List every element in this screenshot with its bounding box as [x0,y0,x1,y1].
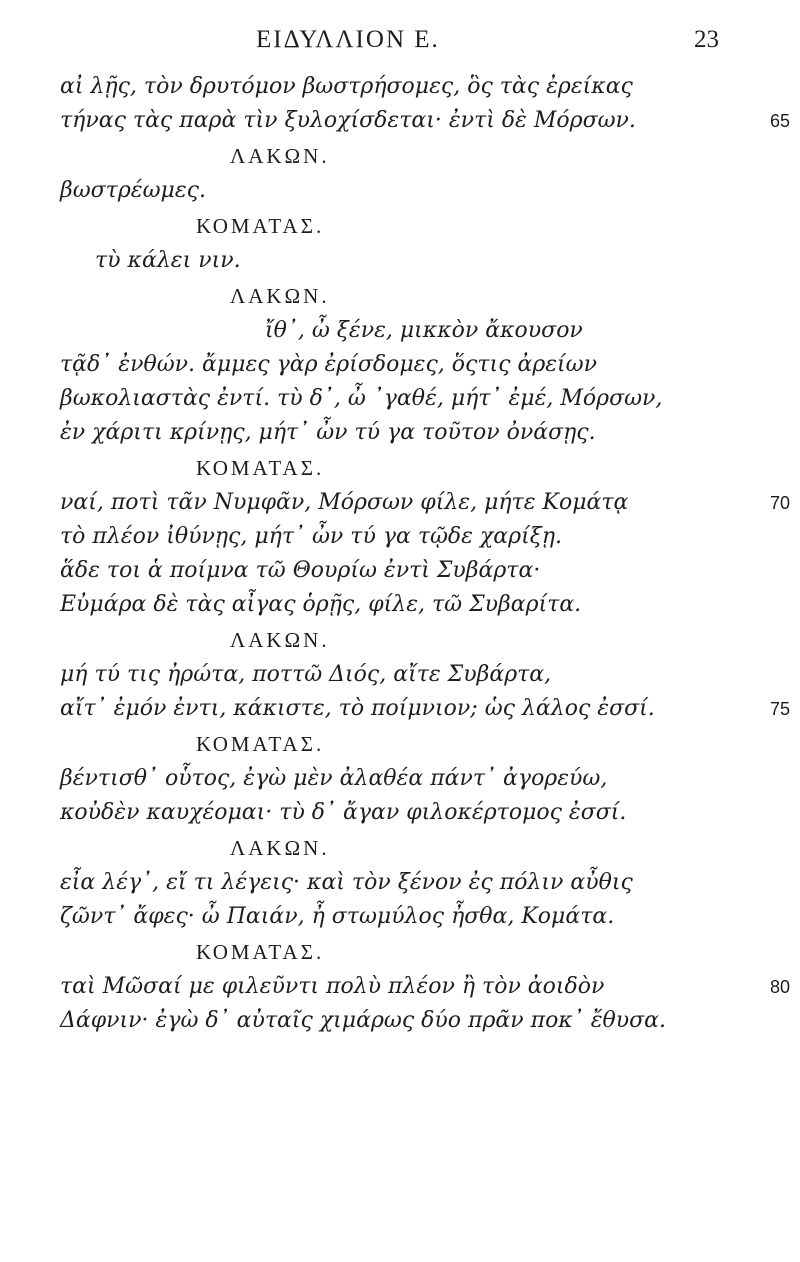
line-number: 65 [769,111,790,131]
speaker-name: ΛΑΚΩΝ. [230,628,330,652]
verse-line [20,244,760,278]
line-number: 80 [769,977,790,997]
verse-line [20,174,760,208]
verse-line [20,762,760,796]
verse-text: αἰ λῇς, τὸν δρυτόμον βωστρήσομες, ὃς τὰς ἐρείκας [60,74,633,99]
line-number: 75 [769,699,790,719]
verse-text: βωστρέωμες. [60,178,206,203]
verse-text: ναί, ποτὶ τᾶν Νυμφᾶν, Μόρσων φίλε, μήτε Κομάτᾳ [60,490,629,515]
verse-text: ταὶ Μῶσαί με φιλεῦντι πολὺ πλέον ἢ τὸν ἀοιδὸν [60,974,605,999]
verse-line [20,692,790,726]
verse-line [20,1004,760,1038]
verse-line [20,970,790,1004]
speaker-heading [20,208,760,244]
verse-line [20,70,760,104]
speaker-heading [20,278,760,314]
verse-text: τᾷδ᾽ ἐνθών. ἄμμες γὰρ ἐρίσδομες, ὅςτις ἀρείων [60,352,597,377]
verse-line [20,348,760,382]
verse-line [20,416,760,450]
verse-text: τὸ πλέον ἰθύνῃς, μήτ᾽ ὦν τύ γα τῷδε χαρίξῃ. [60,524,563,549]
verse-text: μή τύ τις ἠρώτα, ποττῶ Διός, αἴτε Συβάρτα, [60,662,552,687]
running-head: ΕΙΔΥΛΛΙΟΝ Ε. [256,26,440,53]
verse-text: Δάφνιν· ἐγὼ δ᾽ αὐταῖς χιμάρως δύο πρᾶν ποκ᾽ ἔθυσα. [60,1008,667,1033]
verse-line [20,520,760,554]
verse-line [20,796,760,830]
speaker-name: ΛΑΚΩΝ. [230,144,330,168]
verse-line [20,314,760,348]
verse-line [20,486,790,520]
verse-line [20,866,760,900]
line-number: 70 [769,493,790,513]
poem-text [20,70,790,1038]
speaker-heading [20,622,760,658]
verse-line [20,658,760,692]
speaker-name: ΛΑΚΩΝ. [230,836,330,860]
speaker-heading [20,934,760,970]
speaker-name: ΚΟΜΑΤΑΣ. [196,940,325,964]
speaker-heading [20,450,760,486]
speaker-heading [20,830,760,866]
verse-text: ἅδε τοι ἁ ποίμνα τῶ Θουρίω ἐντὶ Συβάρτα· [60,558,541,583]
verse-line [20,382,760,416]
speaker-name: ΚΟΜΑΤΑΣ. [196,456,325,480]
speaker-heading [20,726,760,762]
verse-line [20,588,760,622]
verse-text: τὺ κάλει νιν. [95,248,241,273]
verse-text: ἐν χάριτι κρίνῃς, μήτ᾽ ὦν τύ γα τοῦτον ὀνάσῃς. [60,420,596,445]
verse-line [20,554,760,588]
verse-line [20,104,790,138]
speaker-heading [20,138,760,174]
verse-line [20,900,760,934]
verse-text: βωκολιαστὰς ἐντί. τὺ δ᾽, ὦ ᾽γαθέ, μήτ᾽ ἐμέ, Μόρσων, [60,386,663,411]
speaker-name: ΚΟΜΑΤΑΣ. [196,214,325,238]
verse-text: ζῶντ᾽ ἄφες· ὦ Παιάν, ἦ στωμύλος ἦσθα, Κομάτα. [60,904,615,929]
verse-text: Εὐμάρα δὲ τὰς αἶγας ὁρῇς, φίλε, τῶ Συβαρίτα. [60,592,582,617]
speaker-name: ΛΑΚΩΝ. [230,284,330,308]
speaker-name: ΚΟΜΑΤΑΣ. [196,732,325,756]
verse-text: βέντισθ᾽ οὗτος, ἐγὼ μὲν ἀλαθέα πάντ᾽ ἀγορεύω, [60,766,608,791]
verse-text: εἶα λέγ᾽, εἴ τι λέγεις· καὶ τὸν ξένον ἐς πόλιν αὖθις [60,870,633,895]
verse-text: τήνας τὰς παρὰ τὶν ξυλοχίσδεται· ἐντὶ δὲ Μόρσων. [60,108,636,133]
verse-text: κοὐδὲν καυχέομαι· τὺ δ᾽ ἄγαν φιλοκέρτομος ἐσσί. [60,800,627,825]
page-number: 23 [694,26,719,53]
verse-text: ἴθ᾽, ὦ ξένε, μικκὸν ἄκουσον [265,318,583,343]
verse-text: αἴτ᾽ ἐμόν ἐντι, κάκιστε, τὸ ποίμνιον; ὡς λάλος ἐσσί. [60,696,655,721]
